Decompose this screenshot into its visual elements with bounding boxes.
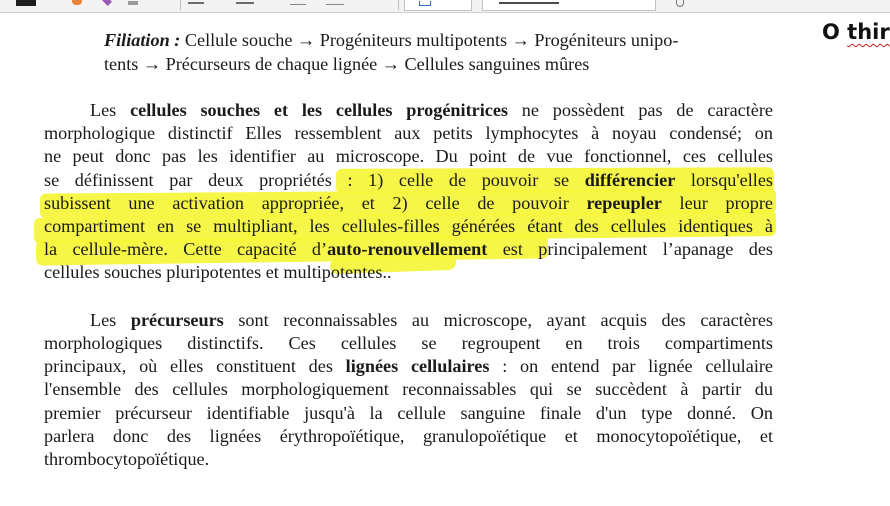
p1-line-1 <box>90 99 773 122</box>
bold-term: lignées cellulaires <box>345 356 490 376</box>
p1-line-8: cellules souches pluripotentes et multipotentes.. <box>44 262 392 282</box>
p2-line-1 <box>90 309 773 332</box>
p2-line-4: l'ensemble des cellules morphologiquement reconnaissables qui se succèdent à partir du <box>44 379 773 399</box>
side-word-misspelled: thir <box>847 20 890 44</box>
p1-line-4 <box>44 169 773 192</box>
text-run: la cellule-mère. Cette capacité d’ <box>44 239 328 259</box>
text-run: lorsqu'elles <box>675 170 773 190</box>
text-run: leur propre <box>661 193 773 213</box>
filiation-line-1 <box>104 29 746 52</box>
bold-term: auto-renouvellement <box>327 239 488 259</box>
p2-line-5: premier précurseur identifiable jusqu'à la cellule sanguine finale d'un type donné. On <box>44 403 773 423</box>
p1-line-2: morphologique distinctif Elles ressemblent aux petits lymphocytes à noyau condensé; on <box>44 123 773 143</box>
side-word: O <box>822 20 840 44</box>
text-run: Les <box>90 310 131 330</box>
p1-line-6: compartiment en se multipliant, les cellules-filles générées étant des cellules identiques à <box>44 216 773 236</box>
p2-line-3 <box>44 355 773 378</box>
text-run: principaux, où elles constituent des <box>44 356 346 376</box>
p1-line-7 <box>44 238 773 261</box>
text-run: se définissent par deux propriétés : 1) celle de pouvoir se <box>44 170 585 190</box>
filiation-text: Cellule souche → Progéniteurs multipotents → Progéniteurs unipo- <box>180 30 679 50</box>
p2-line-6: parlera donc des lignées érythropoïétique, granulopoïétique et monocytopoïétique, et <box>44 426 773 446</box>
p1-line-3: ne peut donc pas les identifier au microscope. Du point de vue fonctionnel, ces cellules <box>44 146 773 166</box>
text-run: : on entend par lignée cellulaire <box>489 356 773 376</box>
bold-term: cellules souches et les cellules progénitrices <box>130 100 508 120</box>
p2-line-7: thrombocytopoïétique. <box>44 449 210 469</box>
text-run: ne possèdent pas de caractère <box>507 100 773 120</box>
text-run: sont reconnaissables au microscope, ayant acquis des caractères <box>223 310 773 330</box>
bold-term: repeupler <box>586 193 662 213</box>
filiation-label: Filiation : <box>104 30 181 50</box>
bold-term: précurseurs <box>130 310 224 330</box>
text-run: Les <box>90 100 131 120</box>
filiation-line-2: tents → Précurseurs de chaque lignée → Cellules sanguines mûres <box>104 54 590 74</box>
text-run: est principalement l’apanage des <box>487 239 773 259</box>
text-run: subissent une activation appropriée, et 2) celle de pouvoir <box>44 193 587 213</box>
bold-term: différencier <box>584 170 676 190</box>
p1-line-5 <box>44 192 773 215</box>
p2-line-2: morphologiques distinctifs. Ces cellules se regroupent en trois compartiments <box>44 333 773 353</box>
